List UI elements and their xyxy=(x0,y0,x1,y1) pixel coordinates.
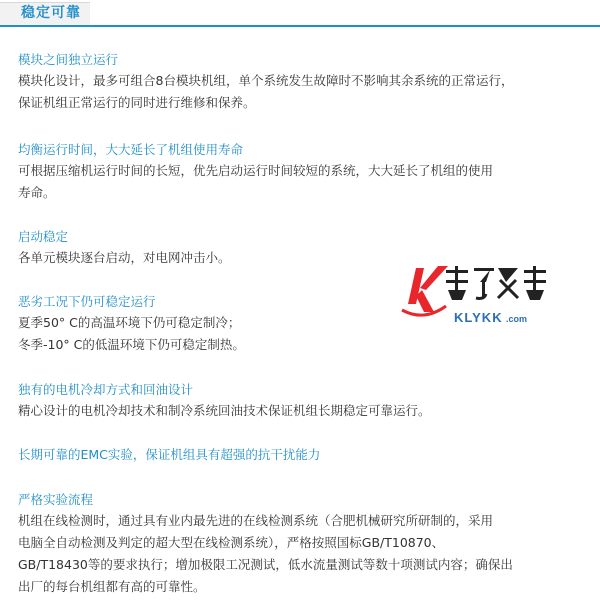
section-title: 独有的电机冷却方式和回油设计 xyxy=(18,382,194,397)
section-emc-test xyxy=(18,445,590,465)
watermark-logo-graphic xyxy=(394,260,564,332)
section-body xyxy=(18,160,590,204)
section-strict-testing xyxy=(18,490,590,598)
section-motor-cooling xyxy=(18,380,590,422)
section-header xyxy=(0,0,600,28)
body-line: 机组在线检测时，通过具有业内最先进的在线检测系统（合肥机械研究所研制的，采用 xyxy=(18,513,494,528)
body-line: 夏季50° C的高温环境下仍可稳定制冷； xyxy=(18,315,241,330)
body-line: 寿命。 xyxy=(18,185,56,200)
section-title: 严格实验流程 xyxy=(18,492,94,507)
section-body xyxy=(18,400,590,422)
section-balanced-runtime xyxy=(18,140,590,204)
header-divider xyxy=(0,25,600,27)
svg-text:.com: .com xyxy=(506,314,528,324)
section-title: 长期可靠的EMC实验，保证机组具有超强的抗干扰能力 xyxy=(18,447,321,462)
svg-text:KLYKK: KLYKK xyxy=(454,310,503,325)
body-line: 模块化设计，最多可组合8台模块机组，单个系统发生故障时不影响其余系统的正常运行， xyxy=(18,73,514,88)
section-title: 均衡运行时间，大大延长了机组使用寿命 xyxy=(18,142,244,157)
body-line: 冬季-10° C的低温环境下仍可稳定制热。 xyxy=(18,337,245,352)
section-independent-operation xyxy=(18,50,590,114)
section-body xyxy=(18,70,590,114)
section-body xyxy=(18,510,590,598)
body-line: 精心设计的电机冷却技术和制冷系统回油技术保证机组长期稳定可靠运行。 xyxy=(18,403,431,418)
section-title: 启动稳定 xyxy=(18,229,69,244)
body-line: GB/T18430等的要求执行；增加极限工况测试，低水流量测试等数十项测试内容；确保出 xyxy=(18,557,513,572)
section-title: 模块之间独立运行 xyxy=(18,52,119,67)
body-line: 各单元模块逐台启动，对电网冲击小。 xyxy=(18,250,231,265)
body-line: 保证机组正常运行的同时进行维修和保养。 xyxy=(18,95,256,110)
watermark-logo xyxy=(394,260,564,332)
page-title: 稳定可靠 xyxy=(21,5,81,21)
section-title: 恶劣工况下仍可稳定运行 xyxy=(18,294,156,309)
body-line: 出厂的每台机组都有高的可靠性。 xyxy=(18,579,206,594)
body-line: 可根据压缩机运行时间的长短，优先启动运行时间较短的系统，大大延长了机组的使用 xyxy=(18,163,494,178)
body-line: 电脑全自动检测及判定的超大型在线检测系统），严格按照国标GB/T10870、 xyxy=(18,535,445,550)
